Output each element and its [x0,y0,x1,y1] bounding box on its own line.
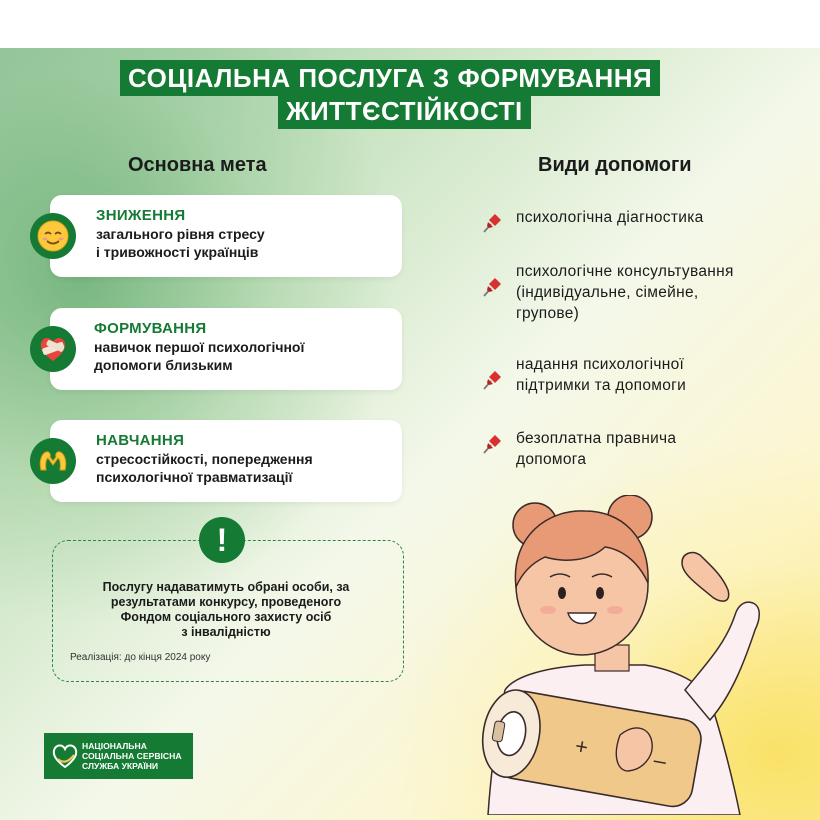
help-item-text: психологічне консультування (індивідуальне, сімейне, групове) [516,263,734,322]
exclamation-icon: ! [199,517,245,563]
goal-title: НАВЧАННЯ [96,432,185,449]
pushpin-icon [480,275,504,299]
goal-card-formation [50,308,402,390]
implementation-date: Реалізація: до кінця 2024 року [70,652,211,663]
page-title-line-2: ЖИТТЄСТІЙКОСТІ [278,93,531,129]
help-heading: Види допомоги [538,154,692,176]
goal-card-reduction [50,195,402,277]
nsss-logo [44,733,193,779]
relieved-face-icon [30,213,76,259]
heart-logo-icon [50,741,80,771]
goal-title: ЗНИЖЕННЯ [96,207,186,224]
goal-text: навичок першої психологічної допомоги близьким [94,339,305,373]
top-white-band [0,0,820,48]
note-text: Послугу надаватимуть обрані особи, за результатами конкурсу, проведеного Фондом соціального захисту осіб з інвалідністю [102,580,350,639]
bandaged-heart-icon [30,326,76,372]
page-title-line-1: СОЦІАЛЬНА ПОСЛУГА З ФОРМУВАННЯ [120,60,660,96]
girl-with-battery-illustration [470,495,770,815]
goal-title: ФОРМУВАННЯ [94,320,207,337]
pushpin-icon [480,368,504,392]
help-item-text: психологічна діагностика [516,209,704,226]
battery-minus-sign: – [651,746,669,774]
help-item-text: безоплатна правнича допомога [516,430,677,468]
goal-card-training [50,420,402,502]
pushpin-icon [480,432,504,456]
help-item-text: надання психологічної підтримки та допомоги [516,356,687,394]
goal-text: загального рівня стресу і тривожності українців [96,226,265,260]
battery-plus-sign: + [573,733,591,760]
logo-text: НАЦІОНАЛЬНА СОЦІАЛЬНА СЕРВІСНА СЛУЖБА УКРАЇНИ [82,741,182,771]
heart-hands-icon [30,438,76,484]
pushpin-icon [480,211,504,235]
goals-heading: Основна мета [128,154,267,176]
goal-text: стресостійкості, попередження психологічної травматизації [96,451,313,485]
